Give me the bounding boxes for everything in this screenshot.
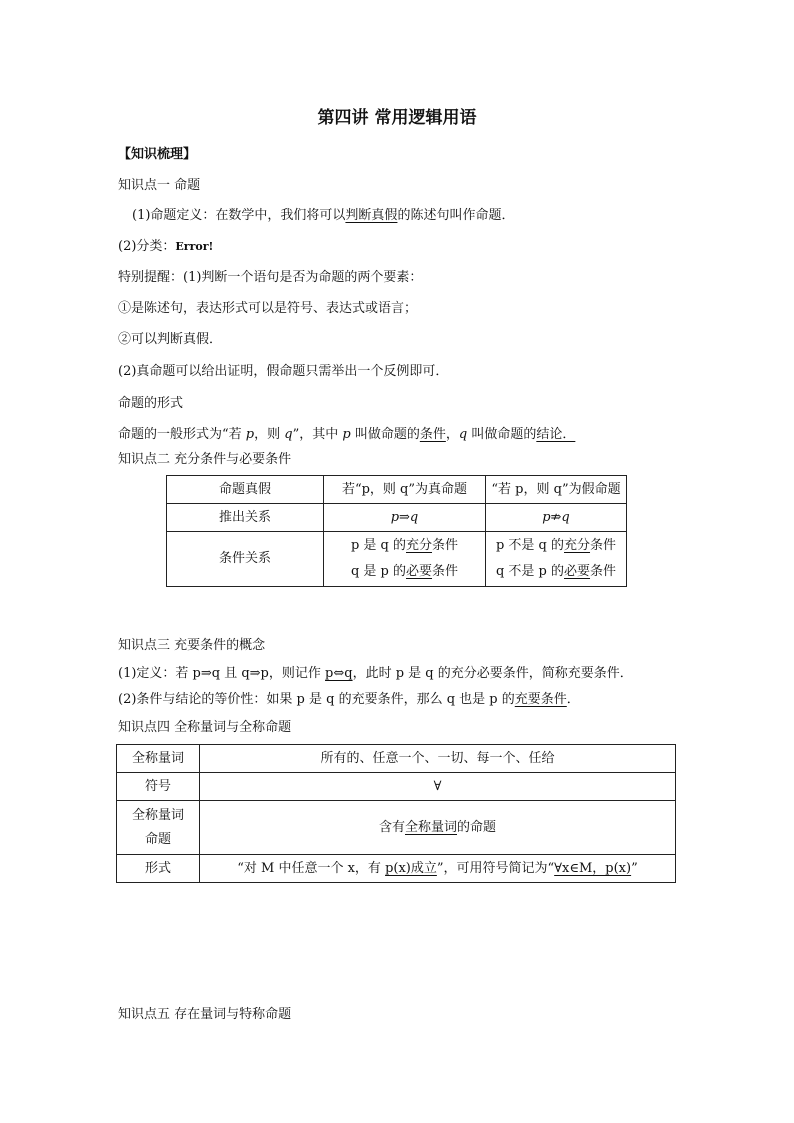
k3-definition: (1)定义：若 p⇒q 且 q⇒p，则记作 p⇔q，此时 p 是 q 的充分必要条件，简称充要条件．	[118, 666, 633, 681]
table-cell: 符号	[117, 773, 200, 801]
k4-heading: 知识点四 全称量词与全称命题	[118, 720, 292, 735]
k2-table	[166, 475, 627, 587]
k2-heading: 知识点二 充分条件与必要条件	[118, 452, 292, 467]
k1-def-underline: 判断真假	[345, 208, 398, 223]
table-cell: 所有的、任意一个、一切、每一个、任给	[200, 745, 676, 773]
k1-definition: (1)命题定义：在数学中，我们将可以判断真假的陈述句叫作命题．	[132, 208, 515, 223]
table-row	[117, 855, 676, 883]
k1-heading: 知识点一 命题	[118, 178, 201, 193]
table-cell: “若 p，则 q”为假命题	[486, 476, 627, 504]
table-row	[167, 532, 627, 587]
table-row	[167, 504, 627, 532]
table-row	[117, 745, 676, 773]
table-cell: p⇒q	[324, 504, 486, 532]
page-title: 第四讲 常用逻辑用语	[317, 108, 477, 128]
k1-classify-error: Error!	[175, 240, 214, 253]
table-cell: 命题真假	[167, 476, 324, 504]
table-cell: 全称量词	[117, 745, 200, 773]
k1-form-heading: 命题的形式	[118, 396, 184, 411]
table-cell: “对 M 中任意一个 x，有 p(x)成立”，可用符号简记为“∀x∈M，p(x)”	[200, 855, 676, 883]
k1-classify: (2)分类：Error!	[118, 239, 214, 254]
k4-table	[116, 744, 676, 883]
table-cell: 全称量词 命题	[117, 801, 200, 855]
table-cell: ∀	[200, 773, 676, 801]
table-cell: 推出关系	[167, 504, 324, 532]
table-cell: p 不是 q 的充分条件 q 不是 p 的必要条件	[486, 532, 627, 587]
section-header: 【知识梳理】	[118, 147, 197, 162]
k5-heading: 知识点五 存在量词与特称命题	[118, 1007, 292, 1022]
table-row	[167, 476, 627, 504]
k1-note-3: (2)真命题可以给出证明，假命题只需举出一个反例即可．	[118, 364, 449, 379]
table-cell: 含有全称量词的命题	[200, 801, 676, 855]
table-row	[117, 773, 676, 801]
k3-heading: 知识点三 充要条件的概念	[118, 638, 266, 653]
table-cell: p 是 q 的充分条件 q 是 p 的必要条件	[324, 532, 486, 587]
k1-note-1: ①是陈述句，表达形式可以是符号、表达式或语言；	[118, 301, 418, 316]
k1-form-text: 命题的一般形式为“若 p，则 q”，其中 p 叫做命题的条件，q 叫做命题的结论．	[118, 427, 576, 442]
k1-note-intro: 特别提醒：(1)判断一个语句是否为命题的两个要素：	[118, 270, 423, 285]
k1-note-2: ②可以判断真假．	[118, 332, 223, 347]
table-cell: 若“p，则 q”为真命题	[324, 476, 486, 504]
table-row	[117, 801, 676, 855]
table-cell: 形式	[117, 855, 200, 883]
k3-equivalence: (2)条件与结论的等价性：如果 p 是 q 的充要条件，那么 q 也是 p 的充要条件．	[118, 692, 580, 707]
table-cell: 条件关系	[167, 532, 324, 587]
table-cell: p⇏q	[486, 504, 627, 532]
